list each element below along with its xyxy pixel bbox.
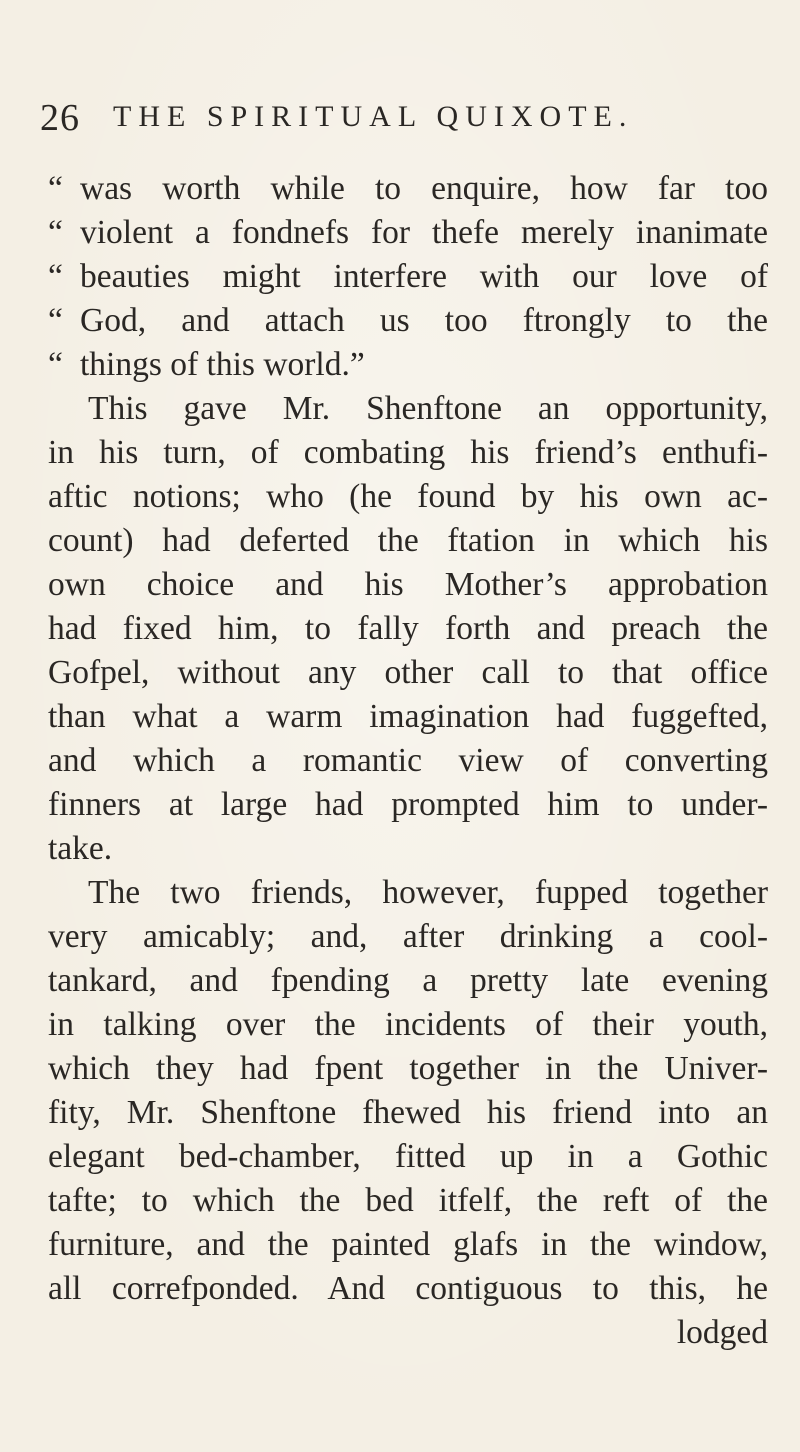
line-text: violent a fondnefs for thefe merely inanimate xyxy=(80,214,768,251)
text-line: tankard, and fpending a pretty late evening xyxy=(48,962,768,999)
text-line: take. xyxy=(48,830,113,867)
paragraph-first-line: The two friends, however, fupped together xyxy=(88,874,768,911)
text-line xyxy=(48,299,768,343)
text-line: in talking over the incidents of their youth, xyxy=(48,1006,768,1043)
page-header xyxy=(40,96,760,146)
text-line: fity, Mr. Shenftone fhewed his friend into an xyxy=(48,1094,768,1131)
paragraph-first-line: This gave Mr. Shenftone an opportunity, xyxy=(88,390,768,427)
page-number: 26 xyxy=(40,97,80,139)
text-line xyxy=(48,255,768,299)
quote-mark: “ xyxy=(48,170,63,207)
text-line: had fixed him, to fally forth and preach the xyxy=(48,610,768,647)
catchword: lodged xyxy=(676,1314,768,1351)
text-line: in his turn, of combating his friend’s enthufi- xyxy=(48,434,768,471)
text-line: furniture, and the painted glafs in the window, xyxy=(48,1226,768,1263)
line-text: was worth while to enquire, how far too xyxy=(80,170,768,207)
text-line: finners at large had prompted him to under- xyxy=(48,786,768,823)
text-line: very amicably; and, after drinking a cool- xyxy=(48,918,768,955)
line-text: God, and attach us too ftrongly to the xyxy=(80,302,768,339)
text-line: aftic notions; who (he found by his own ac- xyxy=(48,478,768,515)
quote-mark: “ xyxy=(48,258,63,295)
text-line: than what a warm imagination had fuggefted, xyxy=(48,698,768,735)
line-text: things of this world.” xyxy=(80,346,365,383)
text-line: and which a romantic view of converting xyxy=(48,742,768,779)
text-line: Gofpel, without any other call to that office xyxy=(48,654,768,691)
text-line: elegant bed-chamber, fitted up in a Gothic xyxy=(48,1138,768,1175)
quote-mark: “ xyxy=(48,214,63,251)
quote-mark: “ xyxy=(48,346,63,383)
quote-mark: “ xyxy=(48,302,63,339)
text-line xyxy=(48,211,768,255)
text-line: count) had deferted the ftation in which his xyxy=(48,522,768,559)
text-line: own choice and his Mother’s approbation xyxy=(48,566,768,603)
running-head: THE SPIRITUAL QUIXOTE. xyxy=(113,100,634,133)
text-line: all correfponded. And contiguous to this, he xyxy=(48,1270,768,1307)
line-text: beauties might interfere with our love of xyxy=(80,258,768,295)
text-line xyxy=(48,343,768,387)
text-line: tafte; to which the bed itfelf, the reft of the xyxy=(48,1182,768,1219)
text-line: which they had fpent together in the Univer- xyxy=(48,1050,768,1087)
text-line xyxy=(48,167,768,211)
